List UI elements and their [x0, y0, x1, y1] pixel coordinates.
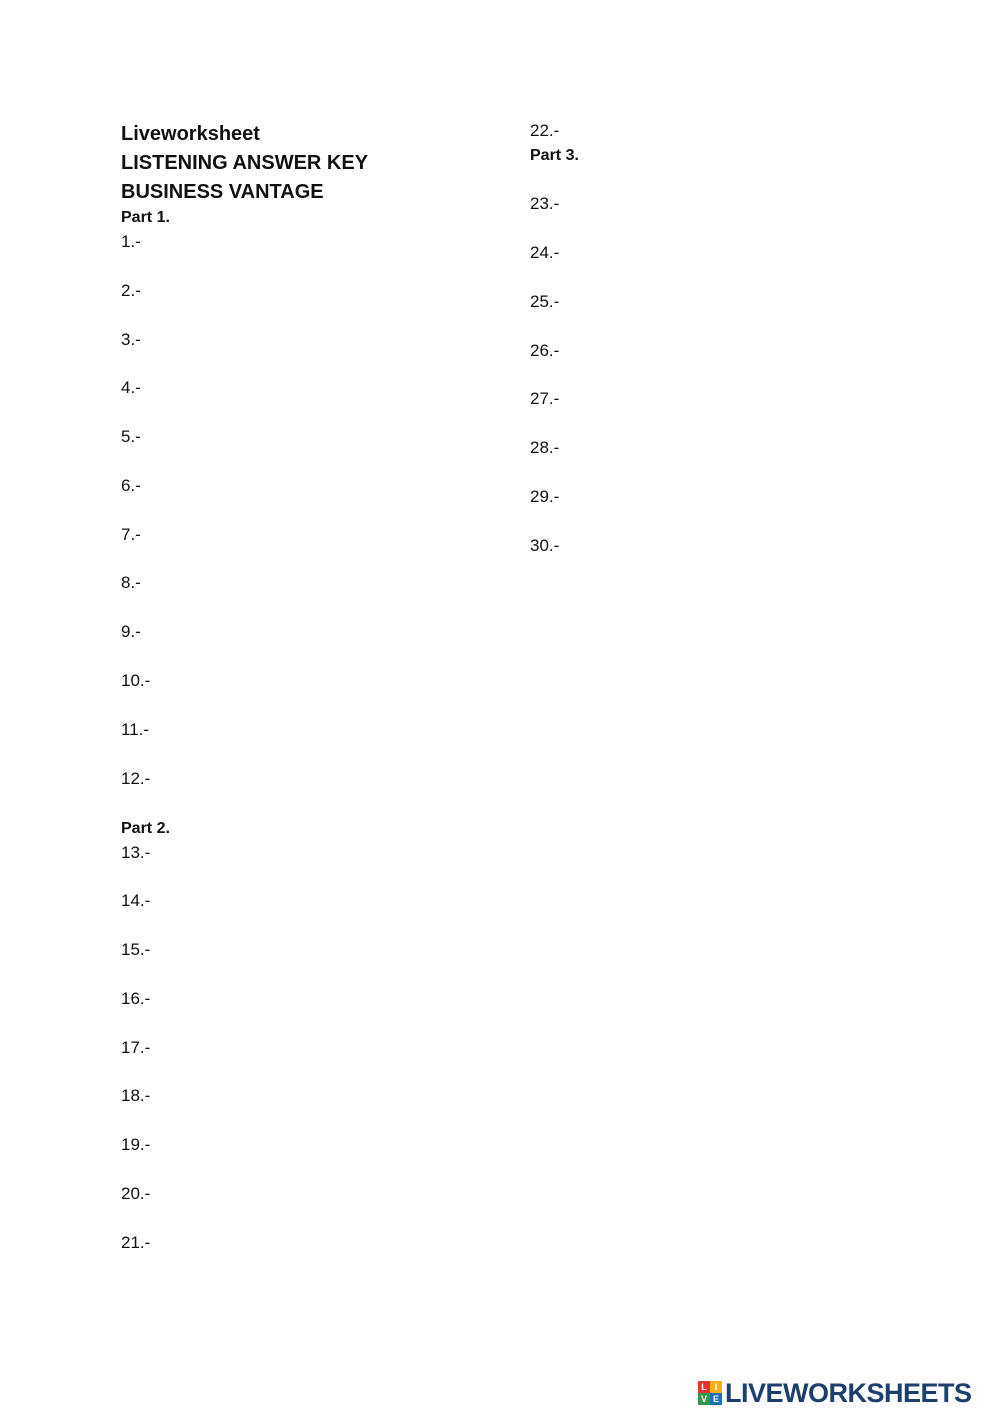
answer-item-29: 29.-	[530, 487, 560, 506]
answer-item-20: 20.-	[121, 1184, 151, 1203]
worksheet-brand-heading: Liveworksheet	[121, 123, 260, 145]
answer-item-19: 19.-	[121, 1135, 151, 1154]
answer-item-2: 2.-	[121, 281, 141, 300]
part-1-heading: Part 1.	[121, 209, 170, 226]
answer-item-10: 10.-	[121, 671, 151, 690]
answer-item-26: 26.-	[530, 341, 560, 360]
answer-item-24: 24.-	[530, 243, 560, 262]
answer-item-21: 21.-	[121, 1233, 151, 1252]
answer-item-28: 28.-	[530, 438, 560, 457]
answer-item-8: 8.-	[121, 573, 141, 592]
worksheet-title: LISTENING ANSWER KEY	[121, 152, 369, 174]
answer-item-5: 5.-	[121, 427, 141, 446]
answer-item-9: 9.-	[121, 622, 141, 641]
answer-item-7: 7.-	[121, 525, 141, 544]
answer-item-18: 18.-	[121, 1086, 151, 1105]
answer-item-22: 22.-	[530, 121, 560, 140]
answer-item-15: 15.-	[121, 940, 151, 959]
answer-item-30: 30.-	[530, 536, 560, 555]
answer-item-6: 6.-	[121, 476, 141, 495]
answer-item-27: 27.-	[530, 389, 560, 408]
answer-item-4: 4.-	[121, 378, 141, 397]
answer-item-25: 25.-	[530, 292, 560, 311]
logo-letter-v: V	[698, 1393, 710, 1405]
answer-item-1: 1.-	[121, 232, 141, 251]
worksheet-subtitle: BUSINESS VANTAGE	[121, 181, 324, 203]
logo-wordmark: LIVEWORKSHEETS	[725, 1378, 972, 1408]
answer-item-17: 17.-	[121, 1038, 151, 1057]
answer-item-13: 13.-	[121, 843, 151, 862]
answer-item-12: 12.-	[121, 769, 151, 788]
part-3-heading: Part 3.	[530, 147, 579, 164]
answer-item-11: 11.-	[121, 720, 150, 739]
logo-letter-e: E	[710, 1393, 722, 1405]
liveworksheets-logo	[698, 1377, 972, 1409]
logo-mark-icon	[698, 1381, 722, 1405]
answer-item-16: 16.-	[121, 989, 151, 1008]
answer-item-23: 23.-	[530, 194, 560, 213]
answer-item-3: 3.-	[121, 330, 141, 349]
logo-letter-l: L	[698, 1381, 710, 1393]
answer-item-14: 14.-	[121, 891, 151, 910]
part-2-heading: Part 2.	[121, 820, 170, 837]
logo-letter-i: I	[710, 1381, 722, 1393]
